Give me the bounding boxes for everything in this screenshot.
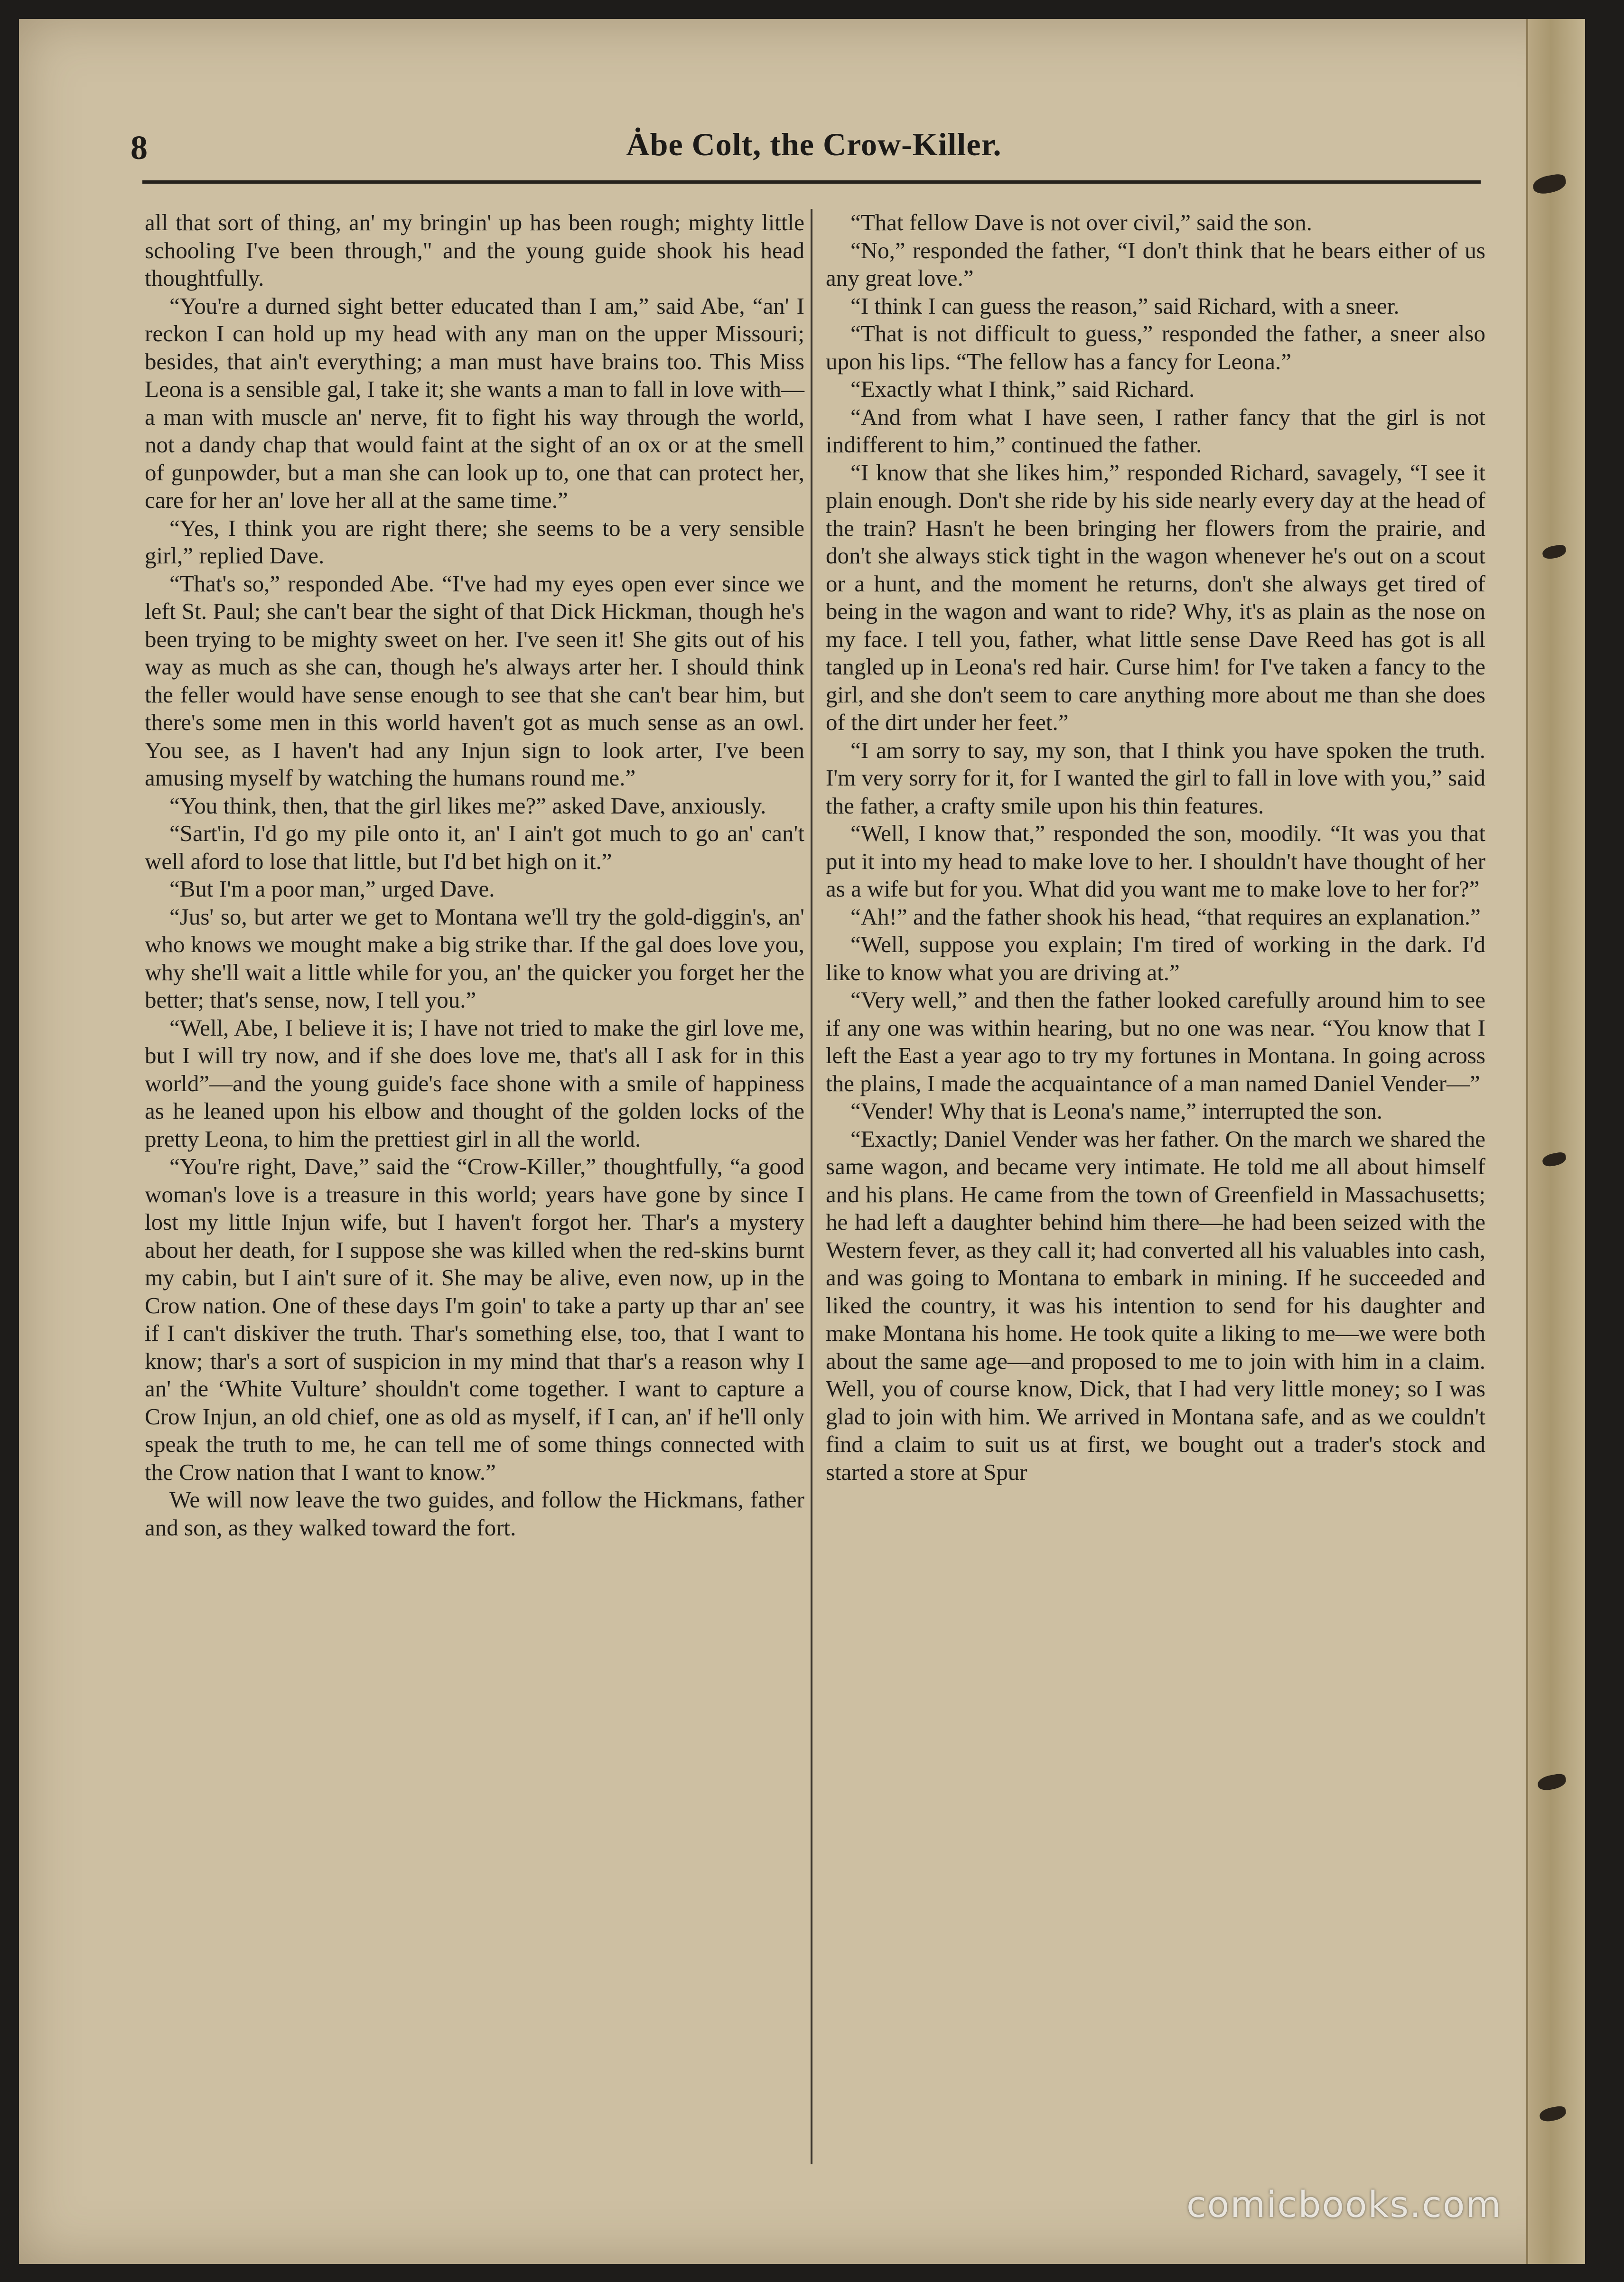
paragraph: “I know that she likes him,” responded Richard, savagely, “I see it plain enough. Don't she ride by his side nearly every day at the head of the train? Hasn't he been bringing her flowers from the prairie, and don't she always stick tight in the wagon whenever he's out on a scout or a hunt, and the moment he returns, don't she always get tired of being in the wagon and want to ride? Why, it's as plain as the nose on my face. I tell you, father, what little sense Dave Reed has got is all tangled up in Leona's red hair. Curse him! for I've taken a fancy to the girl, and she don't seem to care anything more about me than she does of the dirt under her feet.”: [826, 459, 1485, 735]
paragraph: “Very well,” and then the father looked carefully around him to see if any one was within hearing, but no one was near. “You know that I left the East a year ago to try my fortunes in Montana. In going across the plains, I made the acquaintance of a man named Daniel Vender—”: [826, 987, 1485, 1096]
page-number: 8: [131, 129, 148, 167]
paragraph: “That fellow Dave is not over civil,” said the son.: [850, 209, 1312, 235]
column-divider: [811, 209, 812, 2164]
paragraph: “But I'm a poor man,” urged Dave.: [169, 876, 495, 902]
paragraph: “Jus' so, but arter we get to Montana we'll try the gold-diggin's, an' who knows we mought make a big strike thar. If the gal does love you, why she'll wait a little while for you, an' the quicker you forget her the better; that's sense, now, I tell you.”: [145, 903, 804, 1013]
paragraph: We will now leave the two guides, and follow the Hickmans, father and son, as they walked toward the fort.: [145, 1487, 804, 1541]
paragraph: “You're a durned sight better educated than I am,” said Abe, “an' I reckon I can hold up my head with any man on the upper Missouri; besides, that ain't everything; a man must have brains too. This Miss Leona is a sensible gal, I take it; she wants a man to fall in love with—a man with muscle an' nerve, fit to fight his way through the world, not a dandy chap that would faint at the sight of an ox or at the smell of gunpowder, but a man she can look up to, one that can protect her, care for her an' love her all at the same time.”: [145, 292, 804, 513]
paragraph: “And from what I have seen, I rather fancy that the girl is not indifferent to him,” continued the father.: [826, 403, 1485, 458]
paragraph: “You're right, Dave,” said the “Crow-Killer,” thoughtfully, “a good woman's love is a treasure in this world; years have gone by since I lost my little Injun wife, but I haven't forgot her. Thar's a mystery about her death, for I suppose she was killed when the red-skins burnt my cabin, but I ain't sure of it. She may be alive, even now, up in the Crow nation. One of these days I'm goin' to take a party up thar an' see if I can't diskiver the truth. Thar's something else, too, that I want to know; thar's a sort of suspicion in my mind that thar's a reason why I an' the ‘White Vulture’ shouldn't come together. I want to capture a Crow Injun, an old chief, one as old as myself, if I can, an' if he'll only speak the truth to me, he can tell me of some things connected with the Crow nation that I want to know.”: [145, 1153, 804, 1485]
paragraph: “Ah!” and the father shook his head, “that requires an explanation.”: [850, 903, 1481, 930]
paragraph: “Sart'in, I'd go my pile onto it, an' I ain't got much to go an' can't well aford to lose that little, but I'd bet high on it.”: [145, 820, 804, 874]
paragraph: “You think, then, that the girl likes me?” asked Dave, anxiously.: [169, 792, 766, 819]
header-rule: [142, 180, 1481, 184]
paragraph: “I am sorry to say, my son, that I think you have spoken the truth. I'm very sorry for it, for I wanted the girl to fall in love with you,” said the father, a crafty smile upon his thin features.: [826, 737, 1485, 819]
paragraph: “Vender! Why that is Leona's name,” interrupted the son.: [850, 1098, 1382, 1124]
paragraph: “Well, I know that,” responded the son, moodily. “It was you that put it into my head to make love to her. I shouldn't have thought of her as a wife but for you. What did you want me to make love to her for?”: [826, 820, 1485, 902]
right-column: [826, 209, 1485, 1486]
paragraph: “That's so,” responded Abe. “I've had my eyes open ever since we left St. Paul; she can't bear the sight of that Dick Hickman, though he's been trying to be mighty sweet on her. I've seen it! She gits out of his way as much as she can, though he's always arter her. I should think the feller would have sense enough to see that she can't bear him, but there's some men in this world haven't got as much sense as an owl. You see, as I haven't had any Injun sign to look arter, I've been amusing myself by watching the humans round me.”: [145, 570, 804, 791]
running-title: Ȧbe Colt, the Crow-Killer.: [626, 126, 1002, 162]
paragraph: all that sort of thing, an' my bringin' up has been rough; mighty little schooling I've been through," and the young guide shook his head thoughtfully.: [145, 209, 804, 291]
watermark: comicbooks.com: [1186, 2183, 1502, 2226]
paragraph: “Exactly what I think,” said Richard.: [850, 376, 1195, 402]
document-page: [19, 19, 1585, 2264]
paragraph: “I think I can guess the reason,” said Richard, with a sneer.: [850, 292, 1400, 319]
paragraph: “That is not difficult to guess,” responded the father, a sneer also upon his lips. “The fellow has a fancy for Leona.”: [826, 320, 1485, 374]
paragraph: “Exactly; Daniel Vender was her father. On the march we shared the same wagon, and became very intimate. He told me all about himself and his plans. He came from the town of Greenfield in Massachusetts; he had left a daughter behind him there—he had been seized with the Western fever, as they call it; had converted all his valuables into cash, and was going to Montana to embark in mining. If he succeeded and liked the country, it was his intention to send for his daughter and make Montana his home. He took quite a liking to me—we were both about the same age—and proposed to me to join with him in a claim. Well, you of course know, Dick, that I had very little money; so I was glad to join with him. We arrived in Montana safe, and as we couldn't find a claim to suit us at first, we bought out a trader's stock and started a store at Spur: [826, 1125, 1485, 1485]
paragraph: “No,” responded the father, “I don't think that he bears either of us any great love.”: [826, 237, 1485, 291]
paragraph: “Yes, I think you are right there; she seems to be a very sensible girl,” replied Dave.: [145, 514, 804, 569]
paragraph: “Well, suppose you explain; I'm tired of working in the dark. I'd like to know what you are driving at.”: [826, 931, 1485, 985]
binding-spine: [1526, 19, 1585, 2264]
left-column: [145, 209, 804, 1542]
paragraph: “Well, Abe, I believe it is; I have not tried to make the girl love me, but I will try now, and if she does love me, that's all I ask for in this world”—and the young guide's face shone with a smile of happiness as he leaned upon his elbow and thought of the golden locks of the pretty Leona, to him the prettiest girl in all the world.: [145, 1014, 804, 1152]
